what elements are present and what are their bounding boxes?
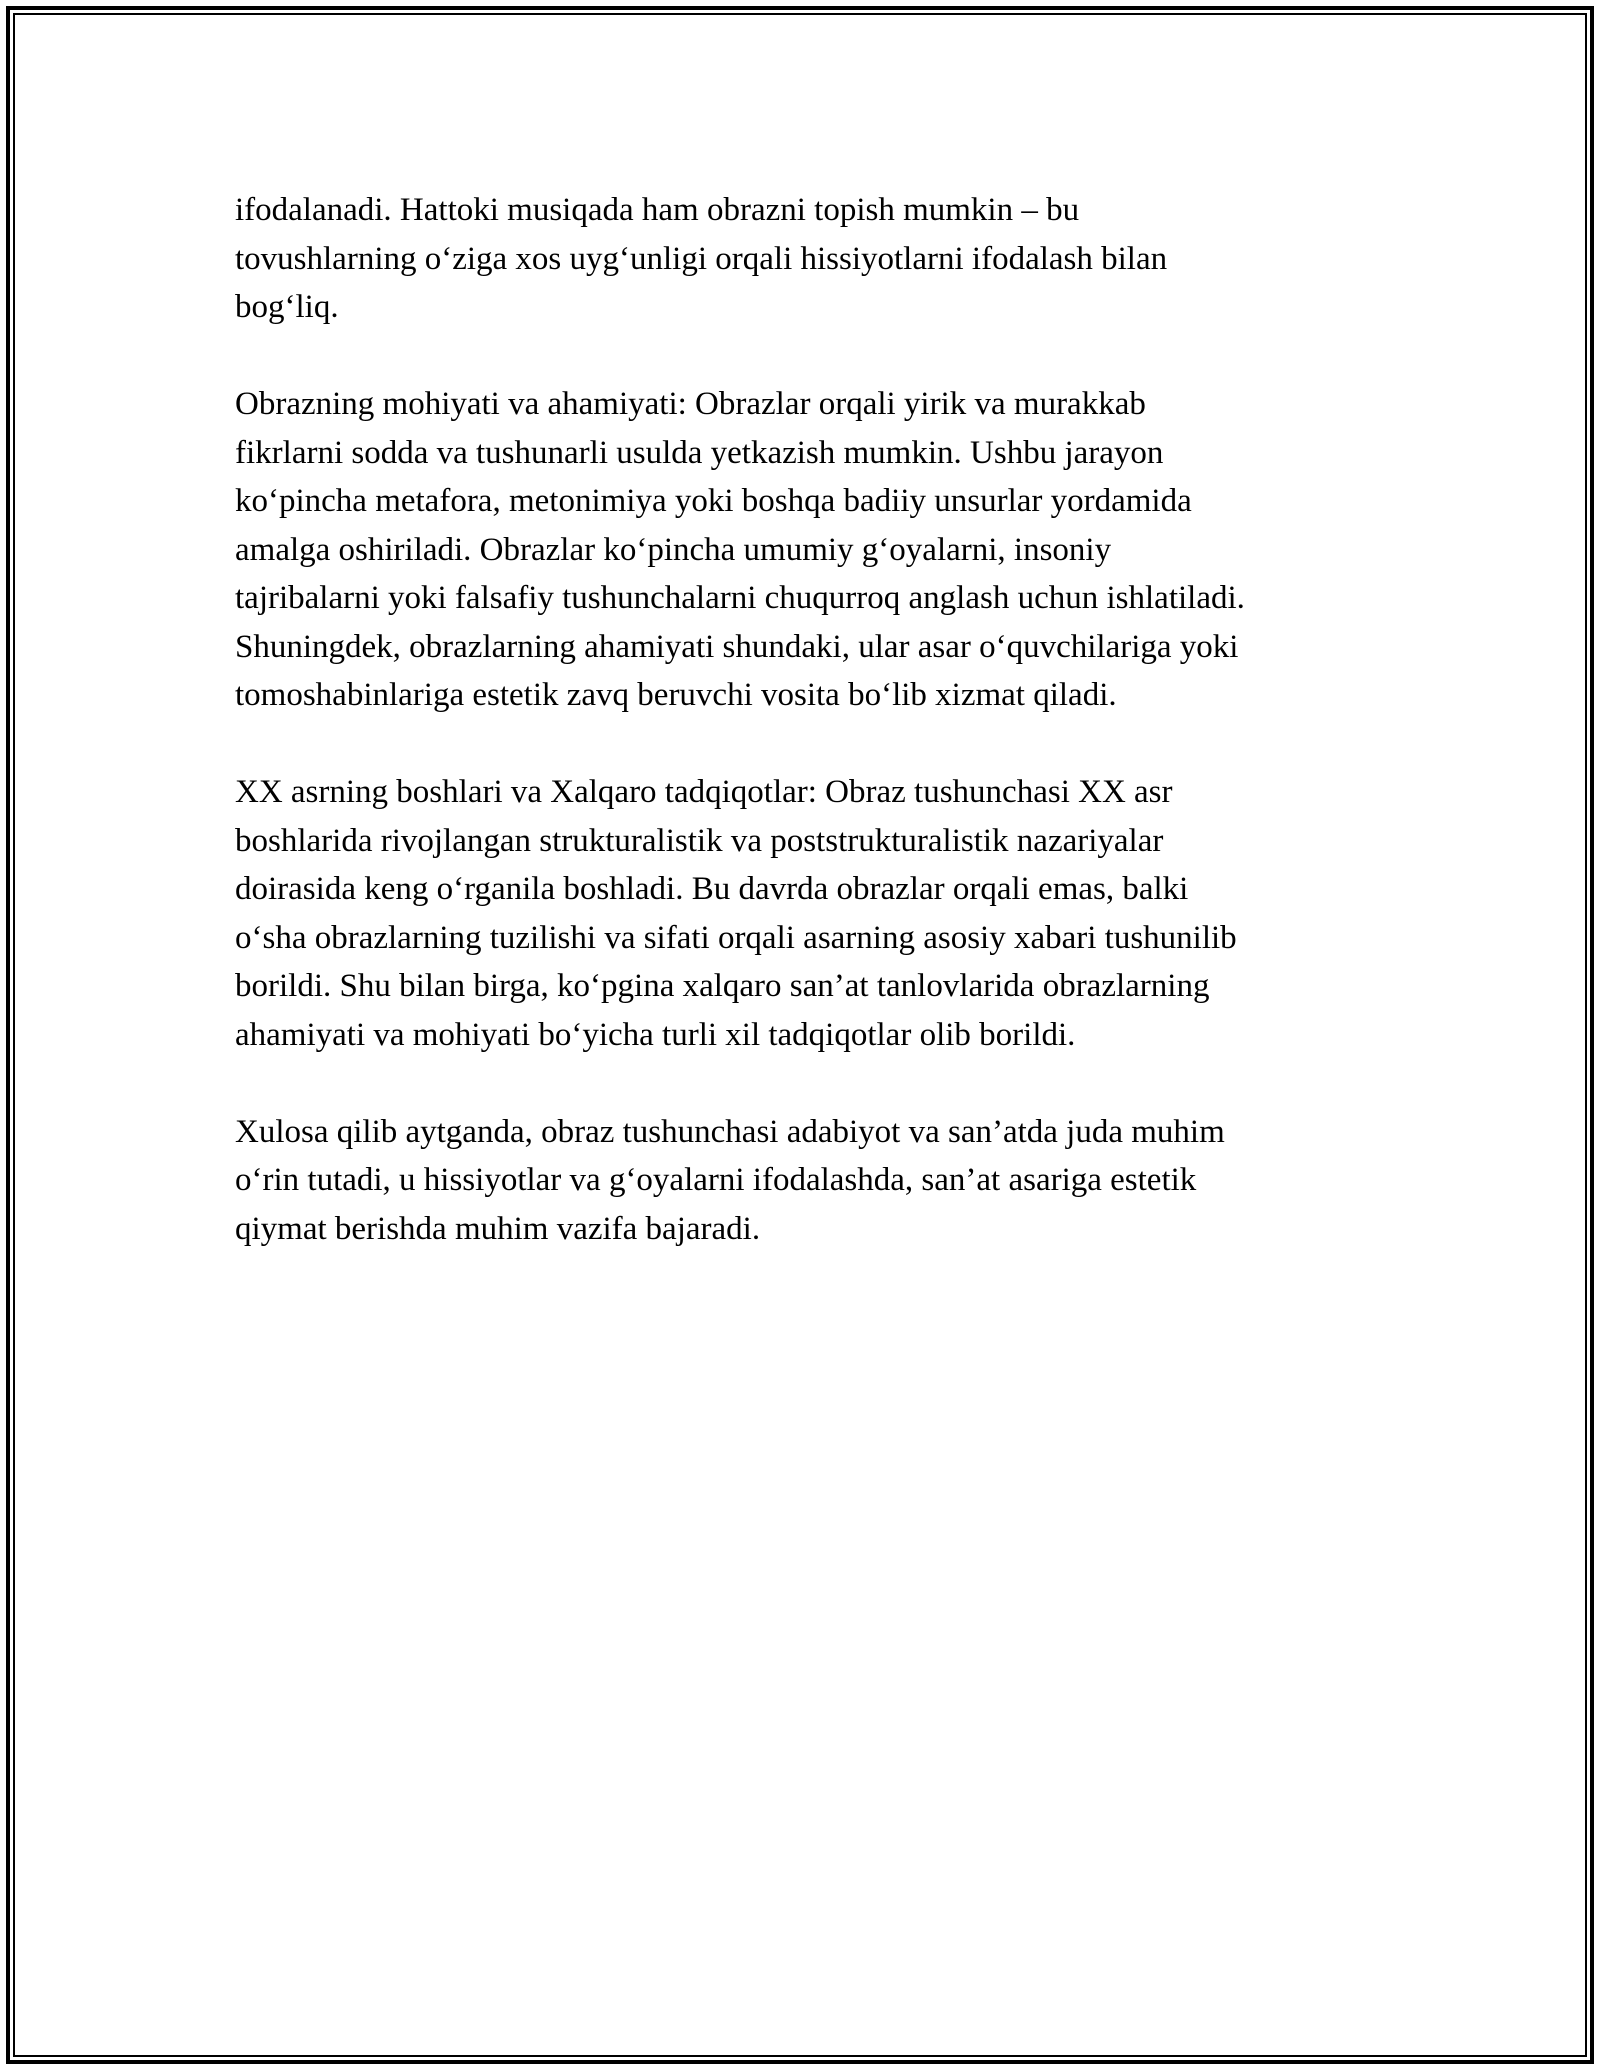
text-line: Obrazning mohiyati va ahamiyati: Obrazlar orqali yirik va murakkab	[235, 386, 1146, 422]
paragraph-20th-century-research	[235, 768, 1375, 1059]
text-line: qiymat berishda muhim vazifa bajaradi.	[235, 1210, 761, 1247]
text-line: amalga oshiriladi. Obrazlar ko‘pincha umumiy g‘oyalarni, insoniy	[235, 531, 1112, 568]
text-line: XX asrning boshlari va Xalqaro tadqiqotlar: Obraz tushunchasi XX asr	[235, 774, 1173, 810]
text-line: Shuningdek, obrazlarning ahamiyati shundaki, ular asar o‘quvchilariga yoki	[235, 628, 1239, 665]
text-line: ahamiyati va mohiyati bo‘yicha turli xil tadqiqotlar olib borildi.	[235, 1016, 1076, 1053]
text-line: o‘sha obrazlarning tuzilishi va sifati orqali asarning asosiy xabari tushunilib	[235, 919, 1237, 956]
text-line: tovushlarning o‘ziga xos uyg‘unligi orqali hissiyotlarni ifodalash bilan	[235, 240, 1168, 277]
text-line: o‘rin tutadi, u hissiyotlar va g‘oyalarni ifodalashda, san’at asariga estetik	[235, 1162, 1197, 1198]
text-line: tajribalarni yoki falsafiy tushunchalarni chuqurroq anglash uchun ishlatiladi.	[235, 580, 1245, 616]
paragraph-essence-importance	[235, 380, 1375, 720]
text-line: Xulosa qilib aytganda, obraz tushunchasi adabiyot va san’atda juda muhim	[235, 1113, 1225, 1150]
text-line: tomoshabinlariga estetik zavq beruvchi vosita bo‘lib xizmat qiladi.	[235, 677, 1117, 713]
document-body	[235, 186, 1375, 1302]
text-line: bog‘liq.	[235, 289, 339, 325]
paragraph-conclusion	[235, 1108, 1375, 1254]
text-line: borildi. Shu bilan birga, ko‘pgina xalqaro san’at tanlovlarida obrazlarning	[235, 968, 1210, 1004]
text-line: fikrlarni sodda va tushunarli usulda yetkazish mumkin. Ushbu jarayon	[235, 434, 1164, 471]
text-line: ko‘pincha metafora, metonimiya yoki boshqa badiiy unsurlar yordamida	[235, 483, 1192, 519]
text-line: doirasida keng o‘rganila boshladi. Bu davrda obrazlar orqali emas, balki	[235, 871, 1189, 907]
text-line: ifodalanadi. Hattoki musiqada ham obrazni topish mumkin – bu	[235, 192, 1080, 228]
text-line: boshlarida rivojlangan strukturalistik va poststrukturalistik nazariyalar	[235, 822, 1164, 859]
paragraph-music-image	[235, 186, 1375, 332]
